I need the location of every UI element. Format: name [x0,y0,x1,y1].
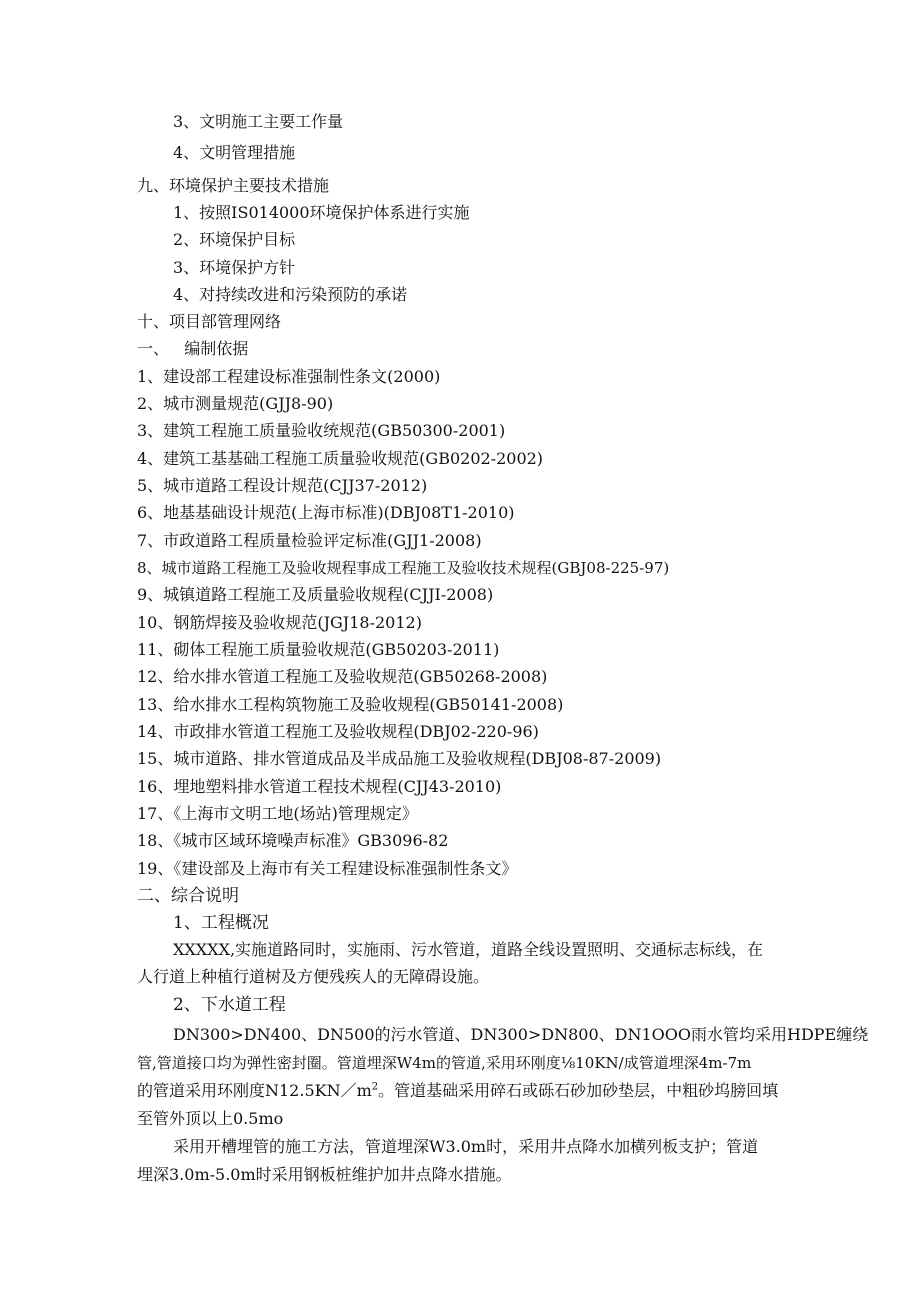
basis-item: 8、城市道路工程施工及验收规程事成工程施工及验收技术规程(GBJ08-225-97) [137,559,670,577]
basis-item: 6、地基基础设计规范(上海市标准)(DBJ08T1-2010) [137,503,515,522]
toc-item-9-4: 4、对持续改进和污染预防的承诺 [173,285,408,304]
basis-item: 16、埋地塑料排水管道工程技术规程(CJJ43-2010) [137,777,502,796]
basis-item: 12、给水排水管道工程施工及验收规范(GB50268-2008) [137,667,548,686]
sewer-subheading: 2、下水道工程 [173,995,286,1015]
basis-item: 7、市政道路工程质量检验评定标准(GJJ1-2008) [137,531,482,550]
toc-section-9: 九、环境保护主要技术措施 [137,176,330,195]
basis-item: 3、建筑工程施工质量验收统规范(GB50300-2001) [137,421,506,440]
overview-subheading: 1、工程概况 [173,913,269,933]
toc-item-8-3: 3、文明施工主要工作量 [173,112,344,131]
sewer-text-line: 至管外顶以上0.5mo [137,1109,284,1128]
toc-section-10: 十、项目部管理网络 [137,312,282,331]
basis-item: 5、城市道路工程设计规范(CJJ37-2012) [137,476,428,495]
sewer-text-part: 的管道采用环刚度N12.5KN／m [137,1081,372,1100]
superscript-2: 2 [371,1081,379,1093]
sewer-text-line: DN300>DN400、DN500的污水管道、DN300>DN800、DN1OOO雨水管均采用HDPE缠绕 [173,1025,869,1044]
basis-item: 14、市政排水管道工程施工及验收规程(DBJ02-220-96) [137,722,539,741]
basis-item: 13、给水排水工程构筑物施工及验收规程(GB50141-2008) [137,695,564,714]
toc-item-9-1: 1、按照IS014000环境保护体系进行实施 [173,203,470,222]
toc-item-8-4: 4、文明管理措施 [173,143,296,162]
method-text-line: 采用开槽埋管的施工方法，管道埋深W3.0m时，采用井点降水加横列板支护；管道 [173,1137,759,1156]
sewer-text-line: 管,管道接口均为弹性密封圈。管道埋深W4m的管道,采用环刚度⅛10KN/成管道埋深4m-7m [137,1054,752,1072]
basis-item: 11、砌体工程施工质量验收规范(GB50203-2011) [137,640,500,659]
basis-heading: 一、 编制依据 [137,339,249,358]
basis-item: 2、城市测量规范(GJJ8-90) [137,394,334,413]
basis-item: 1、建设部工程建设标准强制性条文(2000) [137,367,441,386]
method-text-line: 埋深3.0m-5.0m时采用钢板桩维护加井点降水措施。 [137,1165,512,1184]
sewer-text-part: 。管道基础采用碎石或砾石砂加砂垫层，中粗砂坞膀回填 [378,1081,779,1100]
toc-item-9-3: 3、环境保护方针 [173,258,296,277]
basis-item: 19、《建设部及上海市有关工程建设标准强制性条文》 [137,859,518,878]
basis-item: 15、城市道路、排水管道成品及半成品施工及验收规程(DBJ08-87-2009) [137,749,662,768]
basis-item: 4、建筑工基基础工程施工质量验收规范(GB0202-2002) [137,449,544,468]
overview-text-line: 人行道上种植行道树及方便残疾人的无障碍设施。 [137,967,490,986]
basis-item: 17、《上海市文明工地(场站)管理规定》 [137,804,418,823]
basis-item: 10、钢筋焊接及验收规范(JGJ18-2012) [137,613,422,632]
toc-item-9-2: 2、环境保护目标 [173,230,296,249]
general-heading: 二、综合说明 [137,886,239,906]
overview-text-line: XXXXX,实施道路同时，实施雨、污水管道，道路全线设置照明、交通标志标线，在 [173,940,764,959]
sewer-text-line [137,1081,778,1101]
basis-item: 18、《城市区域环境噪声标准》GB3096-82 [137,831,449,850]
basis-item: 9、城镇道路工程施工及质量验收规程(CJJI-2008) [137,585,494,604]
